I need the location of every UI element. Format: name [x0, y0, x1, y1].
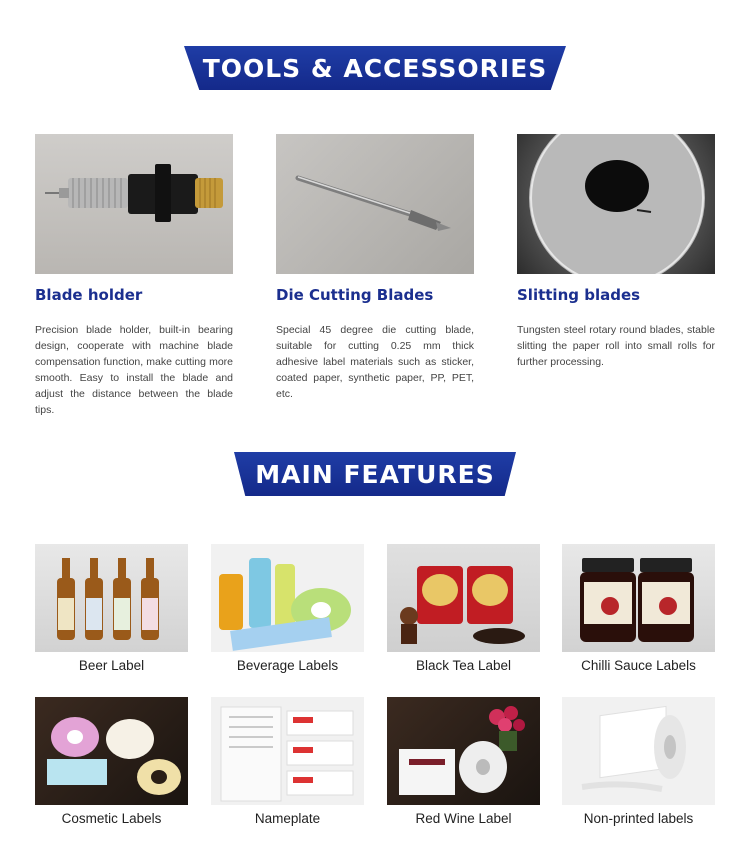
feature-beverage-labels [211, 544, 364, 673]
feature-label: Red Wine Label [415, 811, 512, 826]
feature-red-wine-label [387, 697, 540, 826]
feature-label: Black Tea Label [415, 658, 512, 673]
cosmetic-labels-photo [35, 697, 188, 805]
tool-title: Blade holder [35, 286, 143, 304]
feature-label: Non-printed labels [583, 811, 694, 826]
tools-accessories-title: TOOLS & ACCESSORIES [202, 53, 548, 83]
feature-label: Chilli Sauce Labels [581, 658, 696, 673]
tool-card-blade-holder [35, 134, 233, 418]
feature-label: Cosmetic Labels [61, 811, 162, 826]
feature-nameplate [211, 697, 364, 826]
chilli-sauce-labels-photo [562, 544, 715, 652]
tool-description: Special 45 degree die cutting blade, suitable for cutting 0.25 mm thick adhesive label materials such as sticker, coated paper, synthetic paper, PP, PET, etc. [276, 324, 474, 400]
main-features-title: MAIN FEATURES [255, 459, 495, 489]
die-cutting-blade-photo [276, 134, 474, 274]
feature-label: Beverage Labels [236, 658, 339, 673]
feature-label: Beer Label [78, 658, 145, 673]
slitting-blade-photo [517, 134, 715, 274]
tool-card-die-cutting-blades [276, 134, 474, 402]
tool-description: Precision blade holder, built-in bearing design, cooperate with machine blade compensation function, make cutting more smooth. Easy to install the blade and adjust the distance between the blade tips. [35, 324, 233, 416]
feature-chilli-sauce-labels [562, 544, 715, 673]
tools-accessories-banner [184, 46, 566, 90]
beverage-labels-photo [211, 544, 364, 652]
beer-label-photo [35, 544, 188, 652]
tool-description: Tungsten steel rotary round blades, stable slitting the paper roll into small rolls for further processing. [517, 324, 715, 368]
tool-card-slitting-blades [517, 134, 715, 370]
tool-title: Slitting blades [517, 286, 641, 304]
blade-holder-photo [35, 134, 233, 274]
red-wine-label-photo [387, 697, 540, 805]
tool-title: Die Cutting Blades [276, 286, 434, 304]
non-printed-labels-photo [562, 697, 715, 805]
main-features-banner [234, 452, 516, 496]
feature-beer-label [35, 544, 188, 673]
black-tea-label-photo [387, 544, 540, 652]
nameplate-photo [211, 697, 364, 805]
feature-non-printed-labels [562, 697, 715, 826]
feature-cosmetic-labels [35, 697, 188, 826]
feature-black-tea-label [387, 544, 540, 673]
feature-label: Nameplate [254, 811, 321, 826]
